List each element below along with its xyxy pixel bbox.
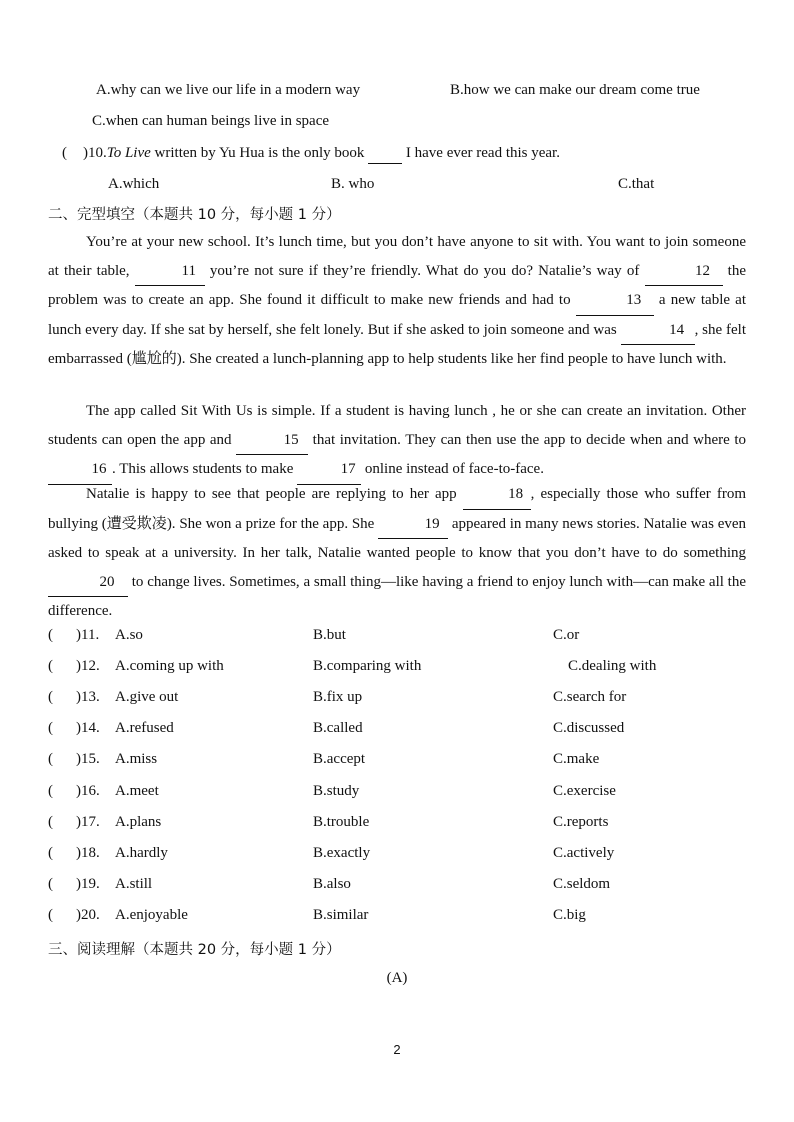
page-number: 2 (393, 1042, 401, 1057)
option-b: B.called (313, 720, 363, 736)
subsection-label: (A) (386, 970, 408, 986)
option-c: C.dealing with (568, 658, 657, 674)
option-c: C.reports (553, 814, 609, 830)
option-c: C.make (553, 751, 600, 767)
answer-paren[interactable]: ( (48, 814, 53, 830)
question-row-12 (48, 658, 748, 678)
q9-option-a: A.why can we live our life in a modern way (96, 82, 361, 98)
option-c: C.exercise (553, 783, 616, 799)
cloze-paragraph-3 (48, 480, 746, 626)
question-number: )19. (76, 876, 100, 892)
blank-13: 13 (576, 286, 654, 316)
answer-paren[interactable]: ( (48, 783, 53, 799)
option-b: B.study (313, 783, 360, 799)
option-b: B.fix up (313, 689, 363, 705)
option-a: A.coming up with (115, 658, 224, 674)
q9-option-c: C.when can human beings live in space (92, 113, 330, 129)
question-number: )17. (76, 814, 100, 830)
question-row-11 (48, 627, 748, 647)
answer-paren[interactable]: ( (48, 876, 53, 892)
blank-15: 15 (236, 426, 308, 456)
q10-option-b: B. who (331, 176, 375, 192)
question-row-20 (48, 907, 748, 927)
cloze-paragraph-1 (48, 228, 746, 374)
option-a: A.miss (115, 751, 158, 767)
blank-11: 11 (135, 257, 205, 287)
question-row-17 (48, 814, 748, 834)
blank-19: 19 (378, 510, 448, 540)
option-c: C.search for (553, 689, 627, 705)
answer-paren[interactable]: ( (48, 751, 53, 767)
question-row-15 (48, 751, 748, 771)
answer-paren[interactable]: ( (48, 720, 53, 736)
blank-18: 18 (463, 480, 531, 510)
option-b: B.similar (313, 907, 369, 923)
passage-text: appeared in many news stories. Natalie was even asked to speak at a university. In her talk, Natalie wanted people to know that you don’t have to do something (48, 515, 747, 561)
option-b: B.also (313, 876, 351, 892)
option-b: B.trouble (313, 814, 370, 830)
option-a: A.enjoyable (115, 907, 188, 923)
option-b: B.exactly (313, 845, 371, 861)
question-number: )20. (76, 907, 100, 923)
question-number: )11. (76, 627, 100, 643)
blank-20: 20 (48, 568, 128, 598)
passage-text: to change lives. Sometimes, a small thing—like having a friend to enjoy lunch with—can make all the difference. (48, 573, 746, 619)
q10-option-a: A.which (108, 176, 160, 192)
question-row-13 (48, 689, 748, 709)
passage-text: . This allows students to make (112, 461, 298, 477)
option-b: B.comparing with (313, 658, 422, 674)
option-a: A.plans (115, 814, 162, 830)
passage-text: , especially those who suffer from bullying (遭受欺凌). She won a prize for the app. She (48, 486, 746, 532)
question-row-16 (48, 783, 748, 803)
option-a: A.give out (115, 689, 179, 705)
option-a: A.still (115, 876, 153, 892)
answer-paren[interactable]: ( (48, 845, 53, 861)
question-number: )16. (76, 783, 100, 799)
answer-paren[interactable]: ( (62, 145, 67, 161)
question-10 (62, 143, 560, 164)
option-b: B.accept (313, 751, 366, 767)
option-b: B.but (313, 627, 346, 643)
passage-text: online instead of face-to-face. (361, 461, 544, 477)
question-number: )12. (76, 658, 100, 674)
passage-text: Natalie is happy to see that people are replying to her app (86, 486, 463, 502)
passage-text: , she felt embarrassed (尴尬的). She created a lunch-planning app to help students like her find people to have lunch with. (48, 321, 747, 367)
answer-paren[interactable]: ( (48, 627, 53, 643)
option-c: C.or (553, 627, 580, 643)
answer-paren[interactable]: ( (48, 689, 53, 705)
passage-text: that invitation. They can then use the app to decide when and where to (308, 431, 746, 448)
q9-option-b: B.how we can make our dream come true (450, 82, 700, 98)
option-c: C.big (553, 907, 586, 923)
option-a: A.so (115, 627, 143, 643)
passage-text: you’re not sure if they’re friendly. What do you do? Natalie’s way of (204, 262, 645, 279)
option-c: C.seldom (553, 876, 611, 892)
passage-text: You’re at your new school. It’s lunch time, but you don’t have anyone to sit with. You want to join someone at their table, (48, 234, 746, 279)
question-row-14 (48, 720, 748, 740)
blank-12: 12 (645, 257, 723, 287)
section-2-heading: 二、完型填空（本题共 10 分，每小题 1 分） (48, 207, 341, 223)
option-c: C.actively (553, 845, 615, 861)
passage-text: a new table at lunch every day. If she sat by herself, she felt lonely. But if she asked to join someone and was (48, 292, 747, 338)
question-text-after: I have ever read this year. (402, 145, 560, 161)
blank-14: 14 (621, 316, 695, 346)
question-number: )14. (76, 720, 100, 736)
blank-17: 17 (297, 455, 361, 485)
passage-text: the problem was to create an app. She found it difficult to make new friends and had to (48, 262, 746, 308)
question-number: )13. (76, 689, 100, 705)
question-number: )10. (83, 145, 107, 161)
book-title: To Live (106, 145, 151, 161)
blank-16: 16 (48, 455, 112, 485)
passage-text: The app called Sit With Us is simple. If a student is having lunch , he or she can create an invitation. Other students can open the app and (48, 403, 746, 448)
option-a: A.meet (115, 783, 159, 799)
question-row-18 (48, 845, 748, 865)
question-number: )15. (76, 751, 100, 767)
answer-blank[interactable] (368, 143, 402, 164)
q10-option-c: C.that (618, 176, 655, 192)
option-a: A.hardly (115, 845, 168, 861)
question-number: )18. (76, 845, 100, 861)
question-text-before: written by Yu Hua is the only book (150, 145, 369, 161)
cloze-paragraph-2 (48, 397, 746, 485)
option-a: A.refused (115, 720, 174, 736)
section-3-heading: 三、阅读理解（本题共 20 分，每小题 1 分） (48, 942, 341, 958)
option-c: C.discussed (553, 720, 625, 736)
answer-paren[interactable]: ( (48, 907, 53, 923)
answer-paren[interactable]: ( (48, 658, 53, 674)
question-row-19 (48, 876, 748, 896)
